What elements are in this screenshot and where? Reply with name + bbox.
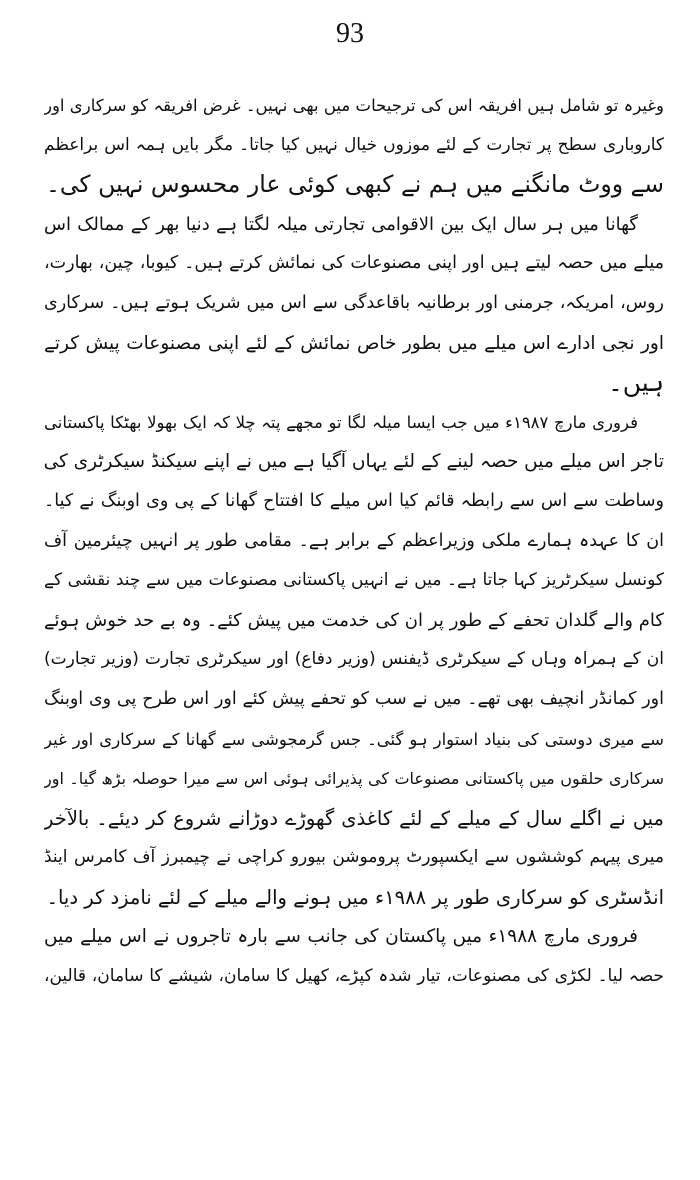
- text-line: ان کا عہدہ ہمارے ملکی وزیراعظم کے برابر ہے۔ مقامی طور پر انہیں چیئرمین آف: [44, 530, 664, 551]
- body-text: [44, 86, 664, 997]
- text-line: میں نے اگلے سال کے میلے کے لئے کاغذی گھوڑے دوڑانے شروع کر دیئے۔ بالآخر: [44, 806, 664, 830]
- text-line: میلے میں حصہ لیتے ہیں اور اپنی مصنوعات کی نمائش کرتے ہیں۔ کیوبا، چین، بھارت،: [44, 253, 664, 274]
- text-line: سے میری دوستی کی بنیاد استوار ہو گئی۔ جس گرمجوشی سے گھانا کے سرکاری اور غیر: [44, 729, 664, 749]
- text-line: وغیرہ تو شامل ہیں افریقہ اس کی ترجیحات میں بھی نہیں۔ غرض افریقہ کو سرکاری اور: [44, 96, 664, 115]
- text-line: اور نجی ادارے اس میلے میں بطور خاص نمائش کے لئے اپنی مصنوعات پیش کرتے: [44, 332, 664, 354]
- text-line: سرکاری حلقوں میں پاکستانی مصنوعات کی پذیرائی ہوئی اس سے میرا حوصلہ بڑھ گیا۔ اور: [44, 769, 664, 789]
- text-line: کاروباری سطح پر تجارت کے لئے موزوں خیال نہیں کیا جاتا۔ مگر بایں ہمہ اس براعظم: [44, 134, 664, 155]
- text-line: حصہ لیا۔ لکڑی کی مصنوعات، تیار شدہ کپڑے، کھیل کا سامان، شیشے کا سامان، قالین،: [44, 966, 664, 987]
- text-line: ان کے ہمراہ وہاں کے سیکرٹری ڈیفنس (وزیر دفاع) اور سیکرٹری تجارت (وزیر تجارت): [44, 649, 664, 670]
- text-line: فروری مارچ ۱۹۸۷ء میں جب ایسا میلہ لگا تو مجھے پتہ چلا کہ ایک بھولا بھٹکا پاکستانی: [44, 412, 638, 432]
- text-line: روس، امریکہ، جرمنی اور برطانیہ باقاعدگی سے اس میں شریک ہوتے ہیں۔ سرکاری: [44, 292, 664, 313]
- text-line: کام والے گلدان تحفے کے طور پر ان کی خدمت میں پیش کئے۔ وہ بے حد خوش ہوئے: [44, 609, 664, 631]
- text-line: فروری مارچ ۱۹۸۸ء میں پاکستان کی جانب سے بارہ تاجروں نے اس میلے میں: [44, 926, 638, 948]
- text-line: گھانا میں ہر سال ایک بین الاقوامی تجارتی میلہ لگتا ہے دنیا بھر کے ممالک اس: [44, 213, 638, 235]
- text-line: میری پیہم کوششوں سے ایکسپورٹ پروموشن بیورو کراچی نے چیمبرز آف کامرس اینڈ: [44, 847, 664, 868]
- text-line: اور کمانڈر انچیف بھی تھے۔ میں نے سب کو تحفے پیش کئے اور اس طرح پی وی اوبنگ: [44, 688, 664, 709]
- text-line: تاجر اس میلے میں حصہ لینے کے لئے یہاں آگیا ہے میں نے اپنے سیکنڈ سیکرٹری کی: [44, 451, 664, 473]
- text-line: کونسل سیکرٹریز کہا جاتا ہے۔ میں نے انہیں پاکستانی مصنوعات میں سے چند نقشی کے: [44, 570, 664, 591]
- text-line: سے ووٹ مانگنے میں ہم نے کبھی کوئی عار محسوس نہیں کی۔: [46, 170, 664, 199]
- text-line: ہیں۔: [608, 368, 664, 398]
- text-line: انڈسٹری کو سرکاری طور پر ۱۹۸۸ء میں ہونے والے میلے کے لئے نامزد کر دیا۔: [46, 885, 664, 909]
- text-line: وساطت سے اس سے رابطہ قائم کیا اس میلے کا افتتاح گھانا کے پی وی اوبنگ نے کیا۔: [44, 490, 664, 511]
- page-number: 93: [336, 18, 364, 49]
